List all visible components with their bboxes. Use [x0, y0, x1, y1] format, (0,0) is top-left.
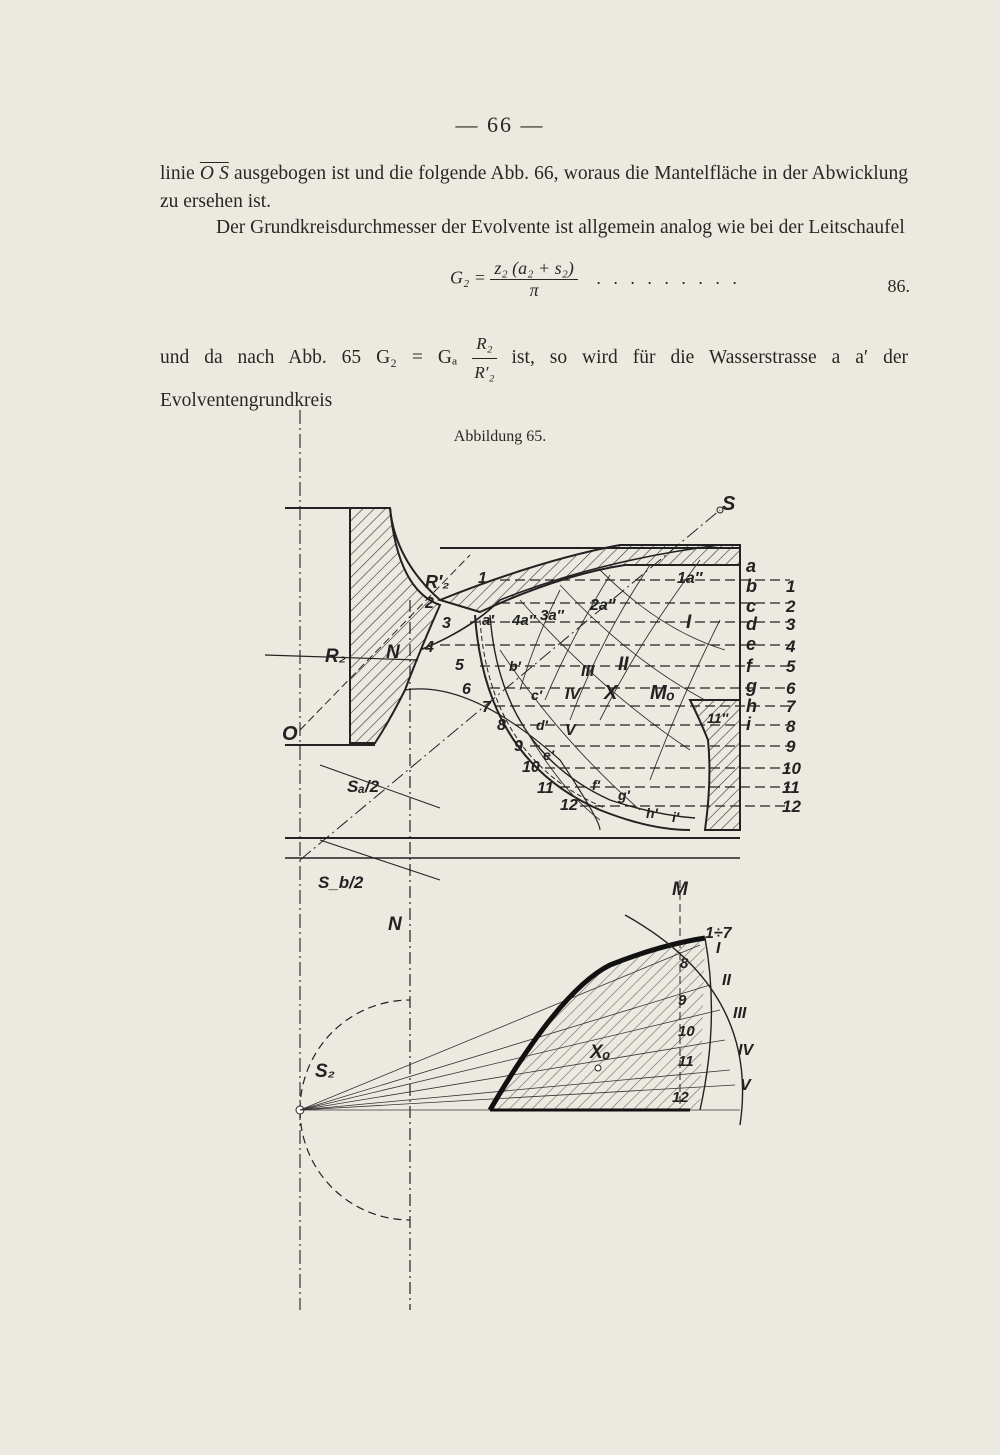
figure-caption: Abbildung 65.: [453, 428, 547, 445]
label-11-lower: 11: [678, 1053, 694, 1070]
label-9-lower: 9: [678, 992, 687, 1009]
row-label-10: 10: [782, 759, 801, 778]
label-Sa-half: Sₐ/2: [347, 777, 380, 796]
row-label-7: 7: [786, 697, 796, 716]
label-III-lower: III: [733, 1005, 747, 1022]
paragraph-2: Der Grundkreisdurchmesser der Evolvente ist allgemein analog wie bei der Leitschaufel: [216, 217, 905, 238]
left-label-1: 1: [478, 570, 487, 587]
label-4a2: 4a″: [512, 612, 536, 629]
left-label-3: 3: [442, 615, 451, 632]
label-M-lower: M: [672, 879, 688, 900]
label-f: f: [746, 656, 752, 676]
label-II: II: [618, 654, 629, 675]
label-IV-lower: IV: [738, 1042, 754, 1059]
row-label-12: 12: [782, 797, 801, 816]
left-label-11: 11: [537, 780, 554, 797]
label-c-prime: c′: [531, 687, 543, 703]
overline-os: O S: [199, 163, 229, 184]
paragraph-1: linie O S ausgebogen ist und die folgende Abb. 66, woraus die Mantelfläche in der Abwicklung zu ersehen ist.: [160, 163, 908, 212]
label-IV: IV: [565, 686, 581, 703]
label-Sb-half: S_b/2: [318, 873, 364, 892]
row-label-8: 8: [786, 717, 796, 736]
label-2a2: 2a″: [590, 597, 616, 614]
left-label-12: 12: [560, 797, 578, 814]
label-Xo: Xₒ: [590, 1042, 611, 1063]
eq-denominator: π: [529, 280, 539, 300]
label-f-prime: f′: [592, 777, 601, 793]
left-label-5: 5: [455, 657, 464, 674]
label-d-prime: d′: [536, 717, 548, 733]
row-label-5: 5: [786, 657, 796, 676]
label-d: d: [746, 614, 757, 634]
row-label-9: 9: [786, 737, 796, 756]
label-X: X: [604, 682, 618, 704]
row-label-4: 4: [786, 637, 796, 656]
label-O: O: [282, 723, 298, 745]
label-I-lower: I: [716, 940, 721, 957]
eq-dots: . . . . . . . . .: [596, 267, 741, 288]
left-label-2: 2: [425, 595, 434, 612]
label-V-lower: V: [740, 1077, 751, 1094]
label-g: g: [746, 676, 757, 696]
label-g-prime: g′: [618, 787, 630, 803]
label-e-prime: e′: [543, 747, 555, 763]
row-label-1: 1: [786, 577, 796, 596]
label-i: i: [746, 714, 752, 734]
label-i-prime: i′: [672, 809, 680, 825]
label-III: III: [581, 663, 595, 680]
label-1to7: 1÷7: [705, 925, 732, 942]
left-label-10: 10: [522, 759, 540, 776]
label-10-lower: 10: [678, 1023, 695, 1040]
eq-lhs: G₂ =: [450, 267, 486, 288]
left-label-8: 8: [497, 717, 506, 734]
label-c: c: [746, 596, 757, 616]
left-label-4: 4: [425, 639, 434, 656]
label-II-lower: II: [722, 972, 731, 989]
label-11a2: 11″: [707, 710, 729, 726]
label-h: h: [746, 696, 757, 716]
left-label-9: 9: [514, 738, 523, 755]
label-e: e: [746, 634, 757, 654]
label-N: N: [386, 642, 400, 663]
label-a-prime: a′: [482, 612, 494, 629]
label-12-lower: 12: [672, 1089, 689, 1106]
label-h-prime: h′: [646, 805, 658, 821]
hub-section: [350, 508, 440, 743]
label-R2-prime: R′₂: [425, 572, 450, 592]
label-b: b: [746, 576, 757, 596]
label-Mo: Mₒ: [650, 682, 676, 704]
row-label-11: 11: [782, 778, 800, 797]
row-label-2: 2: [786, 597, 796, 616]
paragraph-3: und da nach Abb. 65 G₂ = Gₐ $\frac{\text{R₂}}{\text{R′₂}}$ ist, so wird für die Wasserstrasse a a′ der Evolventengrundkreis: [160, 330, 908, 415]
label-b-prime: b′: [509, 658, 521, 674]
label-V: V: [565, 722, 576, 739]
ratio-fraction: $\frac{\text{R₂}}{\text{R′₂}}$: [472, 330, 496, 387]
label-S: S: [722, 493, 736, 515]
eq-numerator: z₂ (a₂ + s₂): [490, 258, 577, 280]
row-label-6: 6: [786, 679, 796, 698]
label-8-lower: 8: [680, 955, 689, 972]
label-a: a: [746, 556, 757, 576]
label-3a2: 3a″: [540, 607, 564, 624]
label-1a2: 1a″: [677, 570, 703, 587]
left-label-7: 7: [482, 699, 491, 716]
label-S2: S₂: [315, 1061, 335, 1082]
label-N-lower: N: [388, 914, 402, 935]
left-label-6: 6: [462, 681, 471, 698]
label-I: I: [686, 612, 692, 633]
label-R2: R₂: [325, 646, 346, 667]
page-number: — 66 —: [455, 112, 545, 137]
eq-number: 86.: [887, 276, 910, 296]
row-label-3: 3: [786, 615, 796, 634]
